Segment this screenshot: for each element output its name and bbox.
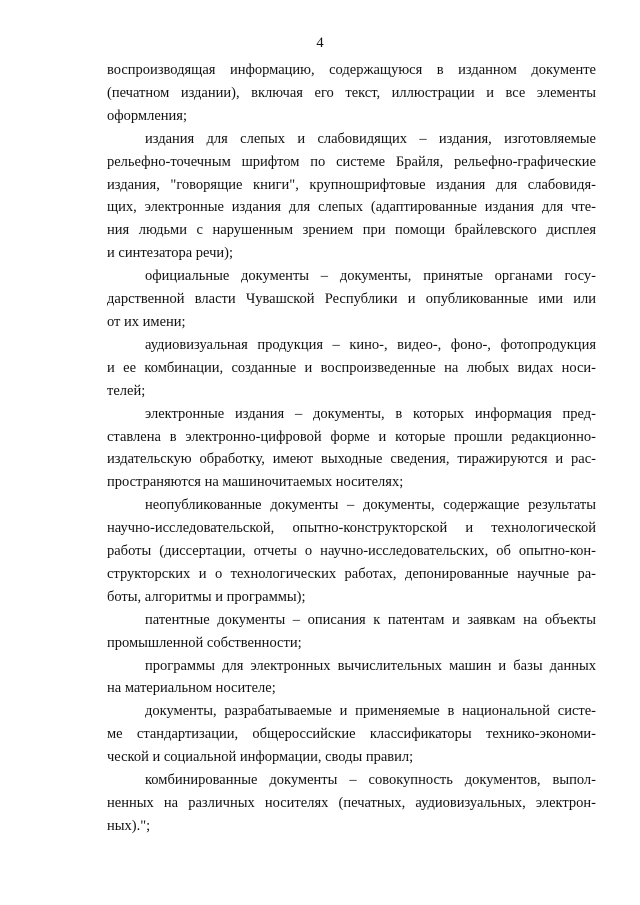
text-line: телей; <box>107 382 146 399</box>
text-line: от их имени; <box>107 313 186 330</box>
text-line: электронные издания – документы, в которых информация пред- <box>145 405 596 422</box>
text-line: ставлена в электронно-цифровой форме и которые прошли редакционно- <box>107 428 596 445</box>
paragraph <box>107 403 596 495</box>
text-line: неопубликованные документы – документы, содержащие результаты <box>145 497 596 514</box>
text-line: документы, разрабатываемые и применяемые в национальной систе- <box>145 703 596 720</box>
paragraph <box>107 265 596 334</box>
text-line: на материальном носителе; <box>107 680 276 697</box>
text-line: издания, "говорящие книги", крупношрифтовые издания для слабовидя- <box>107 176 596 193</box>
paragraph <box>107 494 596 609</box>
text-line: издания для слепых и слабовидящих – издания, изготовляемые <box>145 130 596 147</box>
text-line: и синтезатора речи); <box>107 245 234 262</box>
text-line: ческой и социальной информации, своды правил; <box>107 749 414 766</box>
paragraph <box>107 700 596 769</box>
text-line: структорских и о технологических работах, депонированные научные ра- <box>107 565 596 582</box>
paragraph <box>107 128 596 265</box>
text-line: рельефно-точечным шрифтом по системе Брайля, рельефно-графические <box>107 153 596 170</box>
text-line: издательскую обработку, имеют выходные сведения, тиражируются и рас- <box>107 451 596 468</box>
text-line: работы (диссертации, отчеты о научно-исследовательских, об опытно-кон- <box>107 543 596 560</box>
text-line: пространяются на машиночитаемых носителях; <box>107 474 404 491</box>
paragraph <box>107 334 596 403</box>
page-number: 4 <box>316 35 324 51</box>
text-line: дарственной власти Чувашской Республики и опубликованные ими или <box>107 291 596 308</box>
text-line: аудиовизуальная продукция – кино-, видео-, фоно-, фотопродукция <box>145 336 596 353</box>
paragraph <box>107 59 596 128</box>
text-line: воспроизводящая информацию, содержащуюся в изданном документе <box>107 62 596 78</box>
document-body <box>107 59 596 838</box>
text-line: ния людьми с нарушенным зрением при помощи брайлевского дисплея <box>107 222 596 239</box>
text-line: ных)."; <box>107 817 151 834</box>
paragraph <box>107 655 596 701</box>
paragraph <box>107 609 596 655</box>
text-line: оформления; <box>107 107 187 124</box>
text-line: программы для электронных вычислительных машин и базы данных <box>145 657 596 674</box>
text-line: (печатном издании), включая его текст, иллюстрации и все элементы <box>107 84 596 101</box>
text-line: щих, электронные издания для слепых (адаптированные издания для чте- <box>107 199 596 216</box>
text-line: ме стандартизации, общероссийские классификаторы технико-экономи- <box>107 726 596 743</box>
text-line: боты, алгоритмы и программы); <box>107 588 306 605</box>
text-line: комбинированные документы – совокупность документов, выпол- <box>145 772 596 789</box>
text-line: и ее комбинации, созданные и воспроизведенные на любых видах носи- <box>107 359 596 376</box>
text-line: промышленной собственности; <box>107 634 302 651</box>
text-line: официальные документы – документы, принятые органами госу- <box>145 268 596 285</box>
text-line: научно-исследовательской, опытно-конструкторской и технологической <box>107 520 596 537</box>
text-line: ненных на различных носителях (печатных, аудиовизуальных, электрон- <box>107 795 596 811</box>
text-line: патентные документы – описания к патентам и заявкам на объекты <box>145 611 596 628</box>
paragraph <box>107 769 596 838</box>
